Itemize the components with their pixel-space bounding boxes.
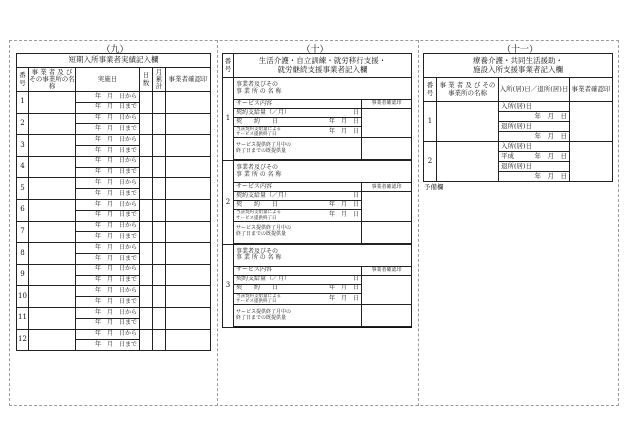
s10-remaining-line1: サービス提供終了月中の	[236, 308, 292, 315]
section-10-title-line1: 生活介護・自立訓練・就労移行支援・	[258, 56, 387, 66]
s9-row-1-top	[17, 92, 211, 103]
s10-day-unit: 日	[352, 108, 359, 116]
s9-row-date-from: 年 月 日から	[76, 221, 140, 232]
s9-row-monthly-total	[153, 199, 166, 221]
s10-remaining	[234, 221, 362, 243]
s10-remaining-line1: サービス提供終了月中の	[236, 142, 292, 149]
s9-row-confirm	[166, 243, 211, 265]
header-confirm: 事業者確認印	[166, 68, 211, 92]
s9-row-date-from: 年 月 日から	[76, 199, 140, 210]
s9-row-monthly-total	[153, 178, 166, 200]
section-10-number: （十）	[301, 45, 329, 55]
header-date: 実施日	[76, 68, 140, 92]
s9-row-date-from: 年 月 日から	[76, 135, 140, 146]
s10-block-number: 3	[223, 244, 234, 327]
s10-contract-end-line2: サービス提供終了日	[236, 298, 277, 304]
s10-contract-end-line1: 当該契約支給量による	[236, 293, 281, 299]
section-10-blocks	[223, 78, 412, 328]
s9-row-days	[140, 264, 153, 286]
s10-contract-date-label: 契 約 日	[236, 201, 279, 209]
s9-row-provider	[29, 264, 76, 286]
s9-row-provider	[29, 135, 76, 157]
s10-provider-label-line2: 事 業 所 の 名 称	[236, 170, 282, 178]
s9-row-monthly-total	[153, 113, 166, 135]
s9-row-provider	[29, 178, 76, 200]
s9-row-days	[140, 178, 153, 200]
s11-row2-exit-label: 退所(居)日	[499, 162, 570, 172]
s9-row-confirm	[166, 156, 211, 178]
s10-provider-label	[234, 161, 412, 183]
s10-provider-label-line1: 事業者及びその	[236, 247, 279, 255]
s10-contract-end-line2: サービス提供終了日	[236, 132, 277, 138]
s9-row-number: 12	[17, 329, 29, 351]
divider-left	[217, 40, 218, 406]
s9-row-2-top	[17, 113, 211, 124]
s11-row2-exit-date: 年 月 日	[499, 172, 570, 182]
s9-row-date-to: 年 月 日まで	[76, 145, 140, 156]
s10-contract-end	[234, 127, 362, 138]
s10-contract-amount-label: 契約支給量（／月）	[236, 108, 291, 116]
s10-provider-label-line1: 事業者及びその	[236, 164, 279, 172]
s11-row1-exit-label: 退所(居)日	[499, 122, 570, 132]
s9-row-7-top	[17, 221, 211, 232]
s10-contract-date	[234, 284, 362, 293]
s9-row-date-to: 年 月 日まで	[76, 232, 140, 243]
s10-service-content: サービス内容	[234, 183, 362, 192]
s10-contract-amount	[234, 109, 362, 118]
section-10-title	[234, 54, 412, 78]
s9-row-number: 4	[17, 156, 29, 178]
s9-row-date-to: 年 月 日まで	[76, 297, 140, 308]
s9-row-3-top	[17, 135, 211, 146]
s9-row-date-from: 年 月 日から	[76, 243, 140, 254]
s11-row1-provider	[437, 102, 499, 142]
s10-contract-date-ymd: 年 月 日	[328, 201, 359, 209]
s9-row-10-top	[17, 286, 211, 297]
s9-row-confirm	[166, 286, 211, 308]
s9-row-date-to: 年 月 日まで	[76, 253, 140, 264]
s11-row1-number: 1	[424, 102, 437, 142]
s11-row2-number: 2	[424, 142, 437, 182]
s11-header-number: 番号	[424, 78, 437, 102]
s9-row-confirm	[166, 92, 211, 114]
s9-row-number: 1	[17, 92, 29, 114]
s10-confirm-stamp: 事業者確認印	[362, 183, 412, 192]
s9-row-number: 6	[17, 199, 29, 221]
s9-row-6-top	[17, 199, 211, 210]
s10-confirm-stamp: 事業者確認印	[362, 100, 412, 109]
s10-block-2-provider-row	[223, 161, 412, 183]
s10-remaining	[234, 138, 362, 160]
s9-row-days	[140, 113, 153, 135]
s10-remaining-blank	[362, 305, 412, 327]
s10-remaining-line2: 終了日までの既提供量	[236, 231, 287, 238]
s10-contract-date	[234, 201, 362, 210]
s10-day-unit: 日	[352, 275, 359, 283]
s9-row-days	[140, 329, 153, 351]
header-monthly-total: 月累計	[153, 68, 166, 92]
s10-contract-end-line1: 当該契約支給量による	[236, 127, 281, 132]
header-provider: 事 業 者 及 び その事業所の名称	[29, 67, 75, 91]
s9-row-days	[140, 243, 153, 265]
divider-right	[418, 40, 419, 406]
s9-row-days	[140, 92, 153, 114]
s10-contract-date-label: 契 約 日	[236, 117, 279, 125]
s10-contract-date-label: 契 約 日	[236, 284, 279, 292]
section-11-title	[424, 54, 613, 78]
section-11-title-line1: 療養介護・共同生活援助・	[473, 56, 563, 66]
section-9-header-row	[17, 68, 211, 92]
section-11-number: （十一）	[501, 45, 538, 55]
s9-row-date-to: 年 月 日まで	[76, 189, 140, 200]
s9-row-date-from: 年 月 日から	[76, 329, 140, 340]
section-10-number-header: 番号	[223, 54, 234, 78]
s9-row-confirm	[166, 178, 211, 200]
s10-confirm-stamp: 事業者確認印	[362, 266, 412, 275]
s10-provider-label	[234, 244, 412, 266]
s11-header-dates: 入所(居)日／退所(居)日	[499, 78, 570, 102]
s11-memo-label: 予備欄	[424, 183, 444, 191]
s9-row-confirm	[166, 199, 211, 221]
s10-contract-amount	[234, 275, 362, 284]
s9-row-date-to: 年 月 日まで	[76, 210, 140, 221]
s9-row-provider	[29, 329, 76, 351]
s9-row-date-to: 年 月 日まで	[76, 318, 140, 329]
s9-row-provider	[29, 243, 76, 265]
s9-row-days	[140, 307, 153, 329]
s10-confirm-cell	[362, 275, 412, 304]
section-10-table	[222, 53, 412, 328]
s9-row-12-top	[17, 329, 211, 340]
s10-confirm-cell	[362, 109, 412, 138]
s9-row-provider	[29, 92, 76, 114]
s9-row-9-top	[17, 264, 211, 275]
section-11-table	[423, 53, 613, 182]
section-9-table	[16, 53, 211, 351]
s10-remaining-line2: 終了日までの既提供量	[236, 147, 287, 154]
s9-row-date-from: 年 月 日から	[76, 156, 140, 167]
s10-provider-label-line2: 事 業 所 の 名 称	[236, 254, 282, 262]
s9-row-date-from: 年 月 日から	[76, 307, 140, 318]
s10-contract-end	[234, 210, 362, 221]
s11-row2-era: 平成	[501, 151, 514, 160]
s9-row-monthly-total	[153, 329, 166, 351]
s9-row-number: 7	[17, 221, 29, 243]
s9-row-confirm	[166, 135, 211, 157]
s10-provider-label	[234, 78, 412, 100]
section-9-number: （九）	[101, 45, 129, 55]
s9-row-monthly-total	[153, 264, 166, 286]
s10-contract-amount-label: 契約支給量（／月）	[236, 192, 291, 200]
s11-row1-confirm	[570, 102, 613, 142]
s9-row-confirm	[166, 113, 211, 135]
s10-block-3-provider-row	[223, 244, 412, 266]
s9-row-days	[140, 135, 153, 157]
s9-row-monthly-total	[153, 307, 166, 329]
s10-contract-date-ymd: 年 月 日	[328, 117, 359, 125]
s9-row-confirm	[166, 329, 211, 351]
s10-contract-date-ymd: 年 月 日	[328, 284, 359, 292]
header-number: 番号	[17, 68, 29, 92]
s9-row-date-to: 年 月 日まで	[76, 102, 140, 113]
s9-row-date-from: 年 月 日から	[76, 92, 140, 103]
s9-row-number: 5	[17, 178, 29, 200]
s11-row2-entry-ymd: 年 月 日	[534, 151, 567, 160]
s10-remaining-line2: 終了日までの既提供量	[236, 314, 287, 321]
s11-row1-entry-label: 入所(居)日	[499, 102, 570, 112]
s9-row-days	[140, 286, 153, 308]
s11-row2-entry-label: 入所(居)日	[499, 142, 570, 152]
s10-contract-amount	[234, 192, 362, 201]
s9-row-date-from: 年 月 日から	[76, 178, 140, 189]
section-9-rows	[17, 92, 211, 351]
s11-row2-entry-date	[499, 152, 570, 162]
s10-remaining-line1: サービス提供終了月中の	[236, 225, 292, 232]
s11-row1-entry-date: 年 月 日	[499, 112, 570, 122]
section-11-title-line2: 施設入所支援事業者記入欄	[473, 64, 563, 74]
s10-contract-amount-label: 契約支給量（／月）	[236, 275, 291, 283]
s10-contract-end-line2: サービス提供終了日	[236, 215, 277, 221]
s11-header-provider: 事 業 者 及 び その事業所の名称	[437, 78, 499, 102]
s9-row-confirm	[166, 264, 211, 286]
s10-remaining-blank	[362, 138, 412, 160]
s10-confirm-cell	[362, 192, 412, 221]
s9-row-date-from: 年 月 日から	[76, 264, 140, 275]
s10-contract-date	[234, 118, 362, 127]
s10-block-number: 1	[223, 78, 234, 161]
s9-row-monthly-total	[153, 221, 166, 243]
s9-row-date-to: 年 月 日まで	[76, 275, 140, 286]
s11-header-confirm: 事業者確認印	[570, 78, 613, 102]
s10-contract-end-ymd: 年 月 日	[328, 211, 359, 219]
s10-day-unit: 日	[352, 192, 359, 200]
header-days: 日数	[140, 68, 153, 92]
s10-remaining-blank	[362, 221, 412, 243]
s9-row-provider	[29, 113, 76, 135]
s9-row-number: 2	[17, 113, 29, 135]
s9-row-date-from: 年 月 日から	[76, 113, 140, 124]
s9-row-confirm	[166, 221, 211, 243]
s9-row-monthly-total	[153, 135, 166, 157]
s10-contract-end	[234, 293, 362, 304]
s11-row2-provider	[437, 142, 499, 182]
s9-row-number: 10	[17, 286, 29, 308]
s9-row-date-to: 年 月 日まで	[76, 124, 140, 135]
s10-service-content: サービス内容	[234, 100, 362, 109]
s9-row-monthly-total	[153, 243, 166, 265]
s10-provider-label-line2: 事 業 所 の 名 称	[236, 87, 282, 95]
s9-row-provider	[29, 156, 76, 178]
s9-row-number: 3	[17, 135, 29, 157]
s9-row-confirm	[166, 307, 211, 329]
s11-row2-confirm	[570, 142, 613, 182]
s9-row-5-top	[17, 178, 211, 189]
s10-contract-end-line1: 当該契約支給量による	[236, 210, 281, 216]
s9-row-date-from: 年 月 日から	[76, 286, 140, 297]
s9-row-4-top	[17, 156, 211, 167]
s10-block-number: 2	[223, 161, 234, 244]
s9-row-monthly-total	[153, 156, 166, 178]
s9-row-provider	[29, 199, 76, 221]
s10-contract-end-ymd: 年 月 日	[328, 128, 359, 135]
s9-row-provider	[29, 286, 76, 308]
s9-row-monthly-total	[153, 92, 166, 114]
s10-provider-label-line1: 事業者及びその	[236, 80, 279, 88]
s10-service-content: サービス内容	[234, 266, 362, 275]
s9-row-number: 9	[17, 264, 29, 286]
s9-row-days	[140, 199, 153, 221]
s9-row-monthly-total	[153, 286, 166, 308]
s9-row-11-top	[17, 307, 211, 318]
s9-row-number: 8	[17, 243, 29, 265]
s9-row-number: 11	[17, 307, 29, 329]
s11-row1-exit-date: 年 月 日	[499, 132, 570, 142]
s9-row-date-to: 年 月 日まで	[76, 340, 140, 351]
s10-remaining	[234, 305, 362, 327]
s9-row-8-top	[17, 243, 211, 254]
s9-row-days	[140, 221, 153, 243]
section-10-title-line2: 就労継続支援事業者記入欄	[277, 64, 368, 74]
s10-contract-end-ymd: 年 月 日	[328, 294, 359, 302]
section-9-title: 短期入所事業者実績記入欄	[17, 54, 211, 68]
s9-row-days	[140, 156, 153, 178]
s10-block-1-provider-row	[223, 78, 412, 100]
s10-spacer	[234, 327, 412, 328]
s9-row-provider	[29, 221, 76, 243]
s9-row-date-to: 年 月 日まで	[76, 167, 140, 178]
s9-row-provider	[29, 307, 76, 329]
